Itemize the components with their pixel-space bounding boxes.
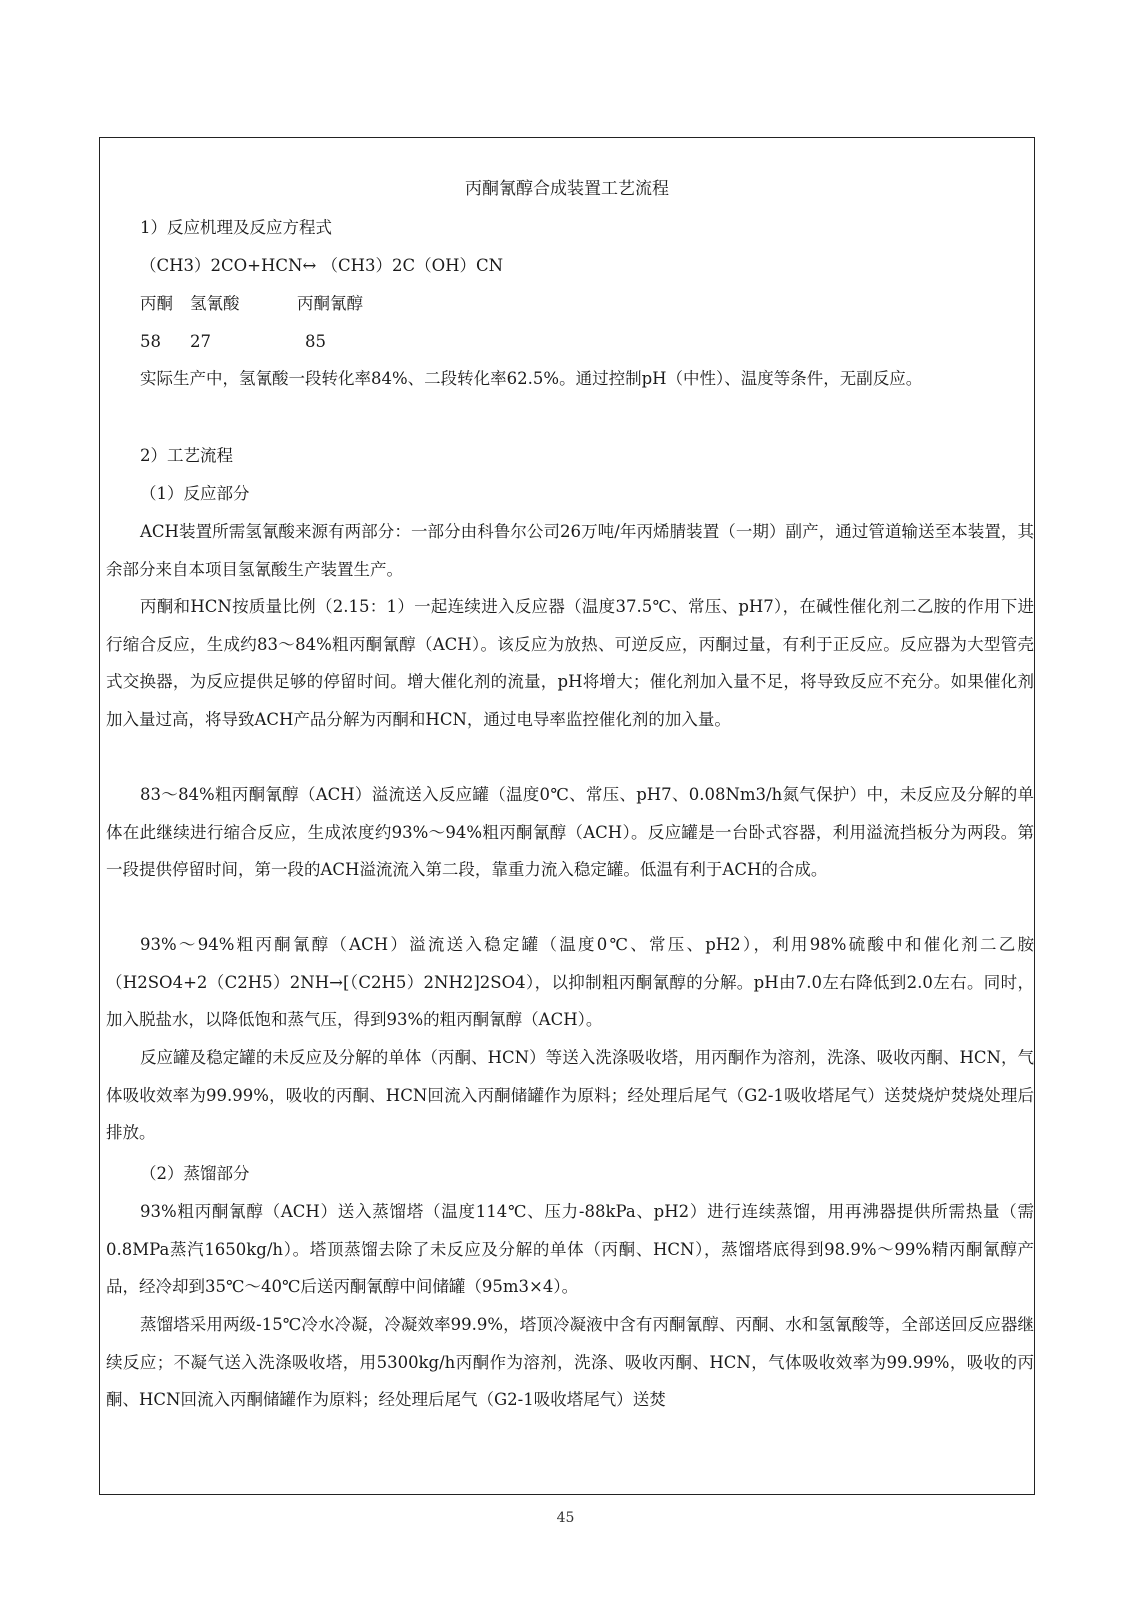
paragraph-condensation: 蒸馏塔采用两级-15℃冷水冷凝，冷凝效率99.9%，塔顶冷凝液中含有丙酮氰醇、丙酮、水和氢氰酸等，全部送回反应器继续反应；不凝气送入洗涤吸收塔，用5300kg/h丙酮作为溶剂，洗涤、吸收丙酮、HCN，气体吸收效率为99.99%，吸收的丙酮、HCN回流入丙酮储罐作为原料；经处理后尾气（G2-1吸收塔尾气）送焚 [106,1315,1034,1409]
document-frame [99,137,1035,1495]
species-hydrocyanic-acid: 氢氰酸 [190,294,240,313]
reaction-equation: （CH3）2CO+HCN↔ （CH3）2C（OH）CN [140,256,504,275]
paragraph-stabilization-tank: 93%～94%粗丙酮氰醇（ACH）溢流送入稳定罐（温度0℃、常压、pH2），利用98%硫酸中和催化剂二乙胺（H2SO4+2（C2H5）2NH→[（C2H5）2NH2]2SO4），以抑制粗丙酮氰醇的分解。pH由7.0左右降低到2.0左右。同时，加入脱盐水，以降低饱和蒸气压，得到93%的粗丙酮氰醇（ACH）。 [106,935,1034,1029]
page-title: 丙酮氰醇合成装置工艺流程 [465,179,669,199]
section-heading-process-flow: 2）工艺流程 [140,446,233,465]
molar-mass-acetone: 58 [140,332,161,351]
paragraph-reaction-tank: 83～84%粗丙酮氰醇（ACH）溢流送入反应罐（温度0℃、常压、pH7、0.08Nm3/h氮气保护）中，未反应及分解的单体在此继续进行缩合反应，生成浓度约93%～94%粗丙酮氰醇（ACH）。反应罐是一台卧式容器，利用溢流挡板分为两段。第一段提供停留时间，第一段的ACH溢流流入第二段，靠重力流入稳定罐。低温有利于ACH的合成。 [106,785,1034,879]
page-number: 45 [556,1510,575,1526]
subsection-heading-distillation-part: （2）蒸馏部分 [140,1164,250,1183]
species-acetone-cyanohydrin: 丙酮氰醇 [297,294,363,313]
paragraph-scrubber: 反应罐及稳定罐的未反应及分解的单体（丙酮、HCN）等送入洗涤吸收塔，用丙酮作为溶剂，洗涤、吸收丙酮、HCN，气体吸收效率为99.99%，吸收的丙酮、HCN回流入丙酮储罐作为原料；经处理后尾气（G2-1吸收塔尾气）送焚烧炉焚烧处理后排放。 [106,1048,1034,1142]
paragraph-reactor: 丙酮和HCN按质量比例（2.15：1）一起连续进入反应器（温度37.5℃、常压、pH7），在碱性催化剂二乙胺的作用下进行缩合反应，生成约83～84%粗丙酮氰醇（ACH）。该反应为放热、可逆反应，丙酮过量，有利于正反应。反应器为大型管壳式交换器，为反应提供足够的停留时间。增大催化剂的流量，pH将增大；催化剂加入量不足，将导致反应不充分。如果催化剂加入量过高，将导致ACH产品分解为丙酮和HCN，通过电导率监控催化剂的加入量。 [106,597,1034,729]
paragraph-hcn-source: ACH装置所需氢氰酸来源有两部分：一部分由科鲁尔公司26万吨/年丙烯腈装置（一期）副产，通过管道输送至本装置，其余部分来自本项目氢氰酸生产装置生产。 [106,522,1034,579]
paragraph-distillation-column: 93%粗丙酮氰醇（ACH）送入蒸馏塔（温度114℃、压力-88kPa、pH2）进行连续蒸馏，用再沸器提供所需热量（需0.8MPa蒸汽1650kg/h）。塔顶蒸馏去除了未反应及分解的单体（丙酮、HCN），蒸馏塔底得到98.9%～99%精丙酮氰醇产品，经冷却到35℃～40℃后送丙酮氰醇中间储罐（95m3×4）。 [106,1202,1034,1296]
conversion-paragraph: 实际生产中，氢氰酸一段转化率84%、二段转化率62.5%。通过控制pH（中性）、温度等条件，无副反应。 [140,369,923,388]
molar-mass-acetone-cyanohydrin: 85 [305,332,326,351]
subsection-heading-reaction-part: （1）反应部分 [140,484,250,503]
molar-mass-hydrocyanic-acid: 27 [190,332,211,351]
section-heading-reaction-mechanism: 1）反应机理及反应方程式 [140,218,332,237]
species-acetone: 丙酮 [140,294,173,313]
